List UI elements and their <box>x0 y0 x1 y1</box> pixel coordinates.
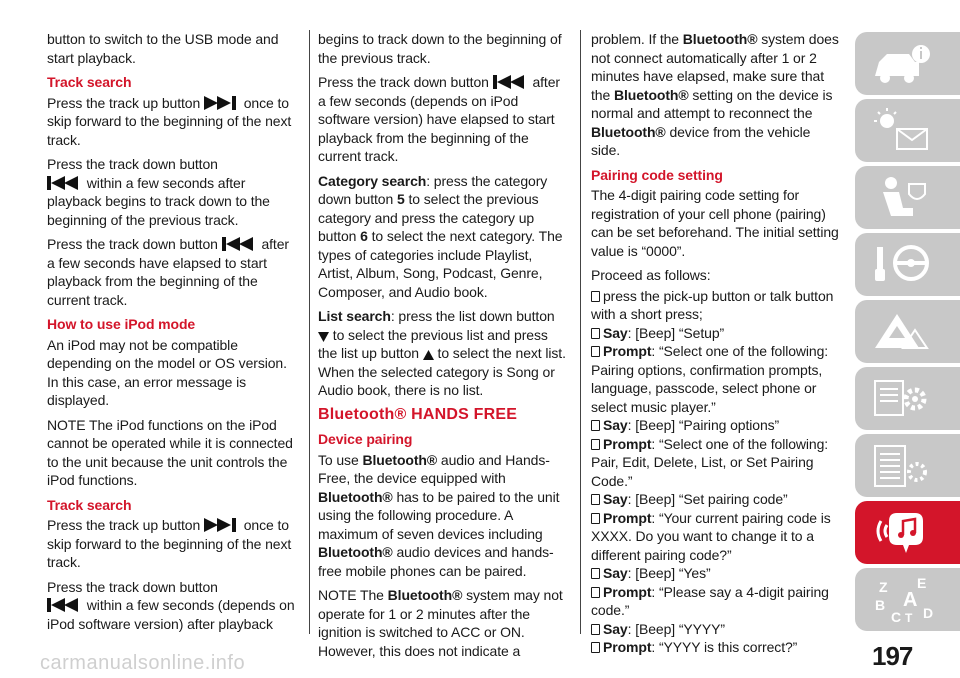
checkbox-bullet-icon <box>591 513 600 524</box>
step-text: : “Your current pairing code is XXXX. Do you want to change it to a different pairing code?” <box>591 509 831 563</box>
track-down-icon <box>47 176 83 190</box>
multimedia-icon <box>869 509 939 557</box>
checkbox-bullet-icon <box>591 587 600 598</box>
triangle-up-icon <box>423 350 434 360</box>
step-text: : “Select one of the following: Pair, Edit, Delete, List, or Set Pairing Code.” <box>591 435 829 489</box>
step-text: : [Beep] “Set pairing code” <box>627 491 788 507</box>
note: NOTE The iPod functions on the iPod cannot be operated while it is connected to the unit because the unit controls the iPod functions. <box>47 416 293 488</box>
index-letter: T <box>905 611 913 624</box>
index-letters-icon <box>869 576 939 624</box>
paragraph: An iPod may not be compatible depending on the model or OS version. In this case, an error message is displayed. <box>47 336 287 408</box>
step-label: Prompt <box>603 509 652 526</box>
step-label: Say <box>603 565 628 581</box>
checkbox-bullet-icon <box>591 291 600 302</box>
step-label: Say <box>603 491 628 507</box>
triangle-down-icon <box>318 332 329 342</box>
column-divider <box>309 30 310 634</box>
step-item <box>591 435 843 491</box>
step-text: : “Select one of the following: Pairing options, confirmation prompts, language, passcode, select phone or select music player.” <box>591 343 829 415</box>
paragraph: problem. If the Bluetooth® system does not connect automatically after 1 or 2 minutes have elapsed, make sure that the Bluetooth® setting on the device is normal and attempt to reconnect the Bluetooth® device from the vehicle side. <box>591 31 839 158</box>
paragraph: Press the track up button once to skip forward to the beginning of the next track. <box>47 94 292 148</box>
checkbox-bullet-icon <box>591 568 600 579</box>
tab-maintenance[interactable] <box>855 367 960 430</box>
step-text: : [Beep] “YYYY” <box>627 620 725 637</box>
tab-technical-data[interactable] <box>855 434 960 497</box>
paragraph: begins to track down to the beginning of the previous track. <box>318 31 562 66</box>
checkbox-bullet-icon <box>591 494 600 505</box>
checkbox-bullet-icon <box>591 328 600 339</box>
paragraph: To use Bluetooth® audio and Hands-Free, the device equipped with Bluetooth® has to be paired to the unit using the following procedure. A maximum of seven devices including Bluetooth® audio devices and hands-free mobile phones can be paired. <box>318 451 560 579</box>
subheading-track-search: Track search <box>47 496 132 513</box>
tab-seat-safety[interactable] <box>855 166 960 229</box>
step-item <box>591 287 843 324</box>
tab-car-info[interactable] <box>855 32 960 95</box>
step-item <box>591 620 843 639</box>
column-1 <box>47 30 299 639</box>
track-up-icon <box>204 96 240 110</box>
step-text: : [Beep] “Setup” <box>627 324 725 341</box>
checkbox-bullet-icon <box>591 420 600 431</box>
step-list <box>591 287 843 657</box>
step-text: press the pick-up button or talk button with a short press; <box>591 287 834 322</box>
technical-data-icon <box>869 442 939 490</box>
track-down-icon <box>47 598 83 612</box>
maintenance-icon <box>869 375 939 423</box>
paragraph: Category search: press the category down button 5 to select the previous category and press the category up button 6 to select the next category. The types of categories include Playlist, Artist, Album, Song, Podcast, Genre, Composer, and Audio book. <box>318 172 563 300</box>
step-item <box>591 490 843 509</box>
section-heading: Bluetooth® HANDS FREE <box>318 405 518 423</box>
seat-safety-icon <box>869 174 939 222</box>
step-item <box>591 509 843 565</box>
step-text: : “Please say a 4-digit pairing code.” <box>591 583 829 618</box>
step-text: : [Beep] “Yes” <box>627 565 711 581</box>
checkbox-bullet-icon <box>591 624 600 635</box>
checkbox-bullet-icon <box>591 439 600 450</box>
tab-emergency[interactable] <box>855 300 960 363</box>
column-2 <box>318 30 568 666</box>
checkbox-bullet-icon <box>591 642 600 653</box>
paragraph: Press the track down button after a few seconds have elapsed to start playback from the beginning of the current track. <box>47 236 289 308</box>
checkbox-bullet-icon <box>591 346 600 357</box>
track-down-icon <box>222 237 258 251</box>
step-text: : “YYYY is this correct?” <box>651 639 798 655</box>
step-item <box>591 324 843 343</box>
car-info-icon <box>869 40 939 88</box>
paragraph: The 4-digit pairing code setting for registration of your cell phone (pairing) can be set beforehand. The initial setting value is “0000”. <box>591 187 839 259</box>
warning-lights-icon <box>869 107 939 155</box>
paragraph: Press the track down button after a few seconds (depends on iPod software version) have elapsed to start playback from the beginning of the current track. <box>318 74 560 164</box>
subheading-ipod-mode: How to use iPod mode <box>47 316 196 332</box>
chapter-tabs <box>855 32 960 635</box>
tab-key-steering[interactable] <box>855 233 960 296</box>
column-3 <box>591 30 843 657</box>
paragraph: Press the track up button once to skip forward to the beginning of the next track. <box>47 517 292 570</box>
index-letter: E <box>917 576 927 591</box>
step-text: : [Beep] “Pairing options” <box>627 417 780 433</box>
paragraph: Proceed as follows: <box>591 267 711 283</box>
step-item <box>591 564 843 583</box>
step-label: Say <box>603 620 628 637</box>
paragraph: button to switch to the USB mode and start playback. <box>47 31 279 66</box>
subheading-track-search: Track search <box>47 74 132 90</box>
paragraph: List search: press the list down button to select the previous list and press the list up button to select the next list. When the selected category is Song or Audio book, there is no list. <box>318 308 566 398</box>
step-item <box>591 638 843 657</box>
page-number: 197 <box>872 641 913 671</box>
step-label: Say <box>603 324 628 341</box>
index-letter: Z <box>879 579 888 595</box>
index-letter: B <box>875 597 886 613</box>
step-label: Prompt <box>603 639 652 655</box>
step-item <box>591 583 843 620</box>
index-letter: A <box>903 589 918 611</box>
track-down-icon <box>493 75 529 89</box>
watermark: carmanualsonline.info <box>40 652 246 674</box>
step-item <box>591 416 843 435</box>
tab-warning-lights[interactable] <box>855 99 960 162</box>
tab-index[interactable] <box>855 568 960 631</box>
subheading-pairing-code: Pairing code setting <box>591 166 723 183</box>
index-letter: D <box>923 605 934 621</box>
track-up-icon <box>204 518 240 532</box>
paragraph: Press the track down button within a few seconds after playback begins to track down to the beginning of the previous track. <box>47 156 270 228</box>
step-label: Prompt <box>603 435 652 452</box>
step-label: Prompt <box>603 583 652 600</box>
emergency-road-icon <box>869 308 939 356</box>
paragraph: Press the track down button within a few seconds (depends on iPod software version) after playback <box>47 578 295 632</box>
column-divider <box>580 30 581 634</box>
tab-multimedia[interactable] <box>855 501 960 564</box>
note: NOTE The Bluetooth® system may not operate for 1 or 2 minutes after the ignition is switched to ACC or ON. However, this does not indicate a <box>318 587 563 659</box>
step-label: Say <box>603 417 628 433</box>
index-letter: C <box>891 609 902 624</box>
step-label: Prompt <box>603 343 652 359</box>
step-item <box>591 342 843 416</box>
subheading-device-pairing: Device pairing <box>318 431 413 447</box>
key-steering-icon <box>869 241 939 289</box>
